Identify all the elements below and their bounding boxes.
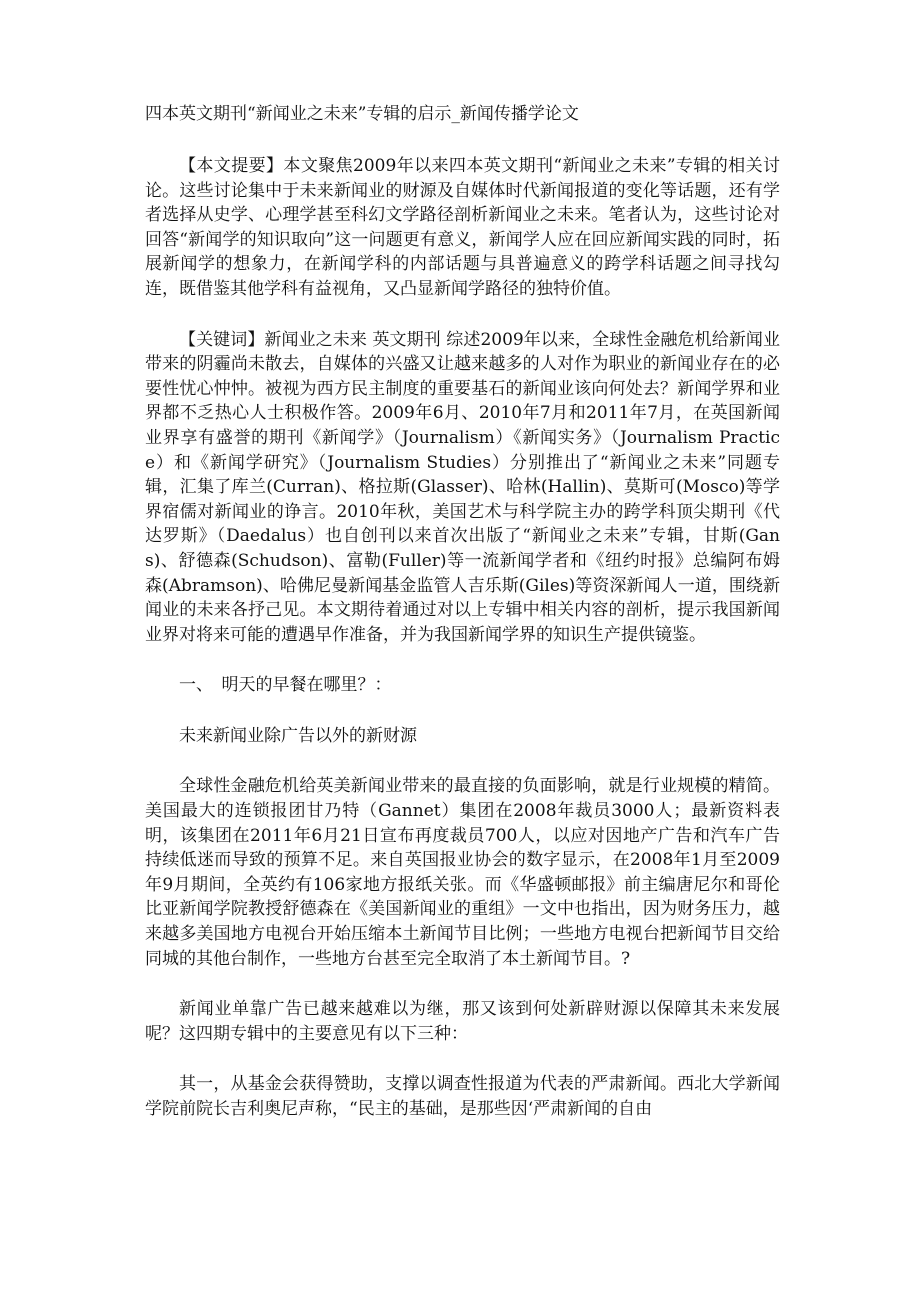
- document-page: [145, 100, 780, 1148]
- keywords-paragraph: 【关键词】新闻业之未来 英文期刊 综述2009年以来，全球性金融危机给新闻业带来的阴霾尚未散去，自媒体的兴盛又让越来越多的人对作为职业的新闻业存在的必要性忧心忡忡。被视为西方民主制度的重要基石的新闻业该向何处去？新闻学界和业界都不乏热心人士积极作答。2009年6月、2010年7月和2011年7月，在英国新闻业界享有盛誉的期刊《新闻学》（Journalism）《新闻实务》（Journalism Practice）和《新闻学研究》（Journalism Studies）分别推出了“新闻业之未来”同题专辑，汇集了库兰(Curran)、格拉斯(Glasser)、哈林(Hallin)、莫斯可(Mosco)等学界宿儒对新闻业的诤言。2010年秋，美国艺术与科学院主办的跨学科顶尖期刊《代达罗斯》（Daedalus）也自创刊以来首次出版了“新闻业之未来”专辑，甘斯(Gans)、舒德森(Schudson)、富勒(Fuller)等一流新闻学者和《纽约时报》总编阿布姆森(Abramson)、哈佛尼曼新闻基金监管人吉乐斯(Giles)等资深新闻人一道，围绕新闻业的未来各抒己见。本文期待着通过对以上专辑中相关内容的剖析，提示我国新闻业界对将来可能的遭遇早作准备，并为我国新闻学界的知识生产提供镜鉴。: [145, 329, 780, 645]
- section-heading: 一、 明天的早餐在哪里？：: [179, 675, 392, 696]
- abstract-paragraph: 【本文提要】本文聚焦2009年以来四本英文期刊“新闻业之未来”专辑的相关讨论。这些讨论集中于未来新闻业的财源及自媒体时代新闻报道的变化等话题，还有学者选择从史学、心理学甚至科幻文学路径剖析新闻业之未来。笔者认为，这些讨论对回答“新闻学的知识取向”这一问题更有意义，新闻学人应在回应新闻实践的同时，拓展新闻学的想象力，在新闻学科的内部话题与具普遍意义的跨学科话题之间寻找勾连，既借鉴其他学科有益视角，又凸显新闻学路径的独特价值。: [145, 156, 780, 299]
- document-title: 四本英文期刊“新闻业之未来”专辑的启示_新闻传播学论文: [145, 104, 579, 124]
- section-subheading: 未来新闻业除广告以外的新财源: [179, 725, 417, 746]
- body-paragraph: 全球性金融危机给英美新闻业带来的最直接的负面影响，就是行业规模的精简。美国最大的连锁报团甘乃特（Gannet）集团在2008年裁员3000人；最新资料表明，该集团在2011年6月21日宣布再度裁员700人，以应对因地产广告和汽车广告持续低迷而导致的预算不足。来自英国报业协会的数字显示，在2008年1月至2009年9月期间，全英约有106家地方报纸关张。而《华盛顿邮报》前主编唐尼尔和哥伦比亚新闻学院教授舒德森在《美国新闻业的重组》一文中也指出，因为财务压力，越来越多美国地方电视台开始压缩本土新闻节目比例；一些地方电视台把新闻节目交给同城的其他台制作，一些地方台甚至完全取消了本土新闻节目。?: [145, 776, 780, 969]
- body-paragraph: 其一，从基金会获得赞助，支撑以调查性报道为代表的严肃新闻。西北大学新闻学院前院长吉利奥尼声称，“民主的基础，是那些因‘严肃新闻的自由: [145, 1074, 780, 1119]
- body-paragraph: 新闻业单靠广告已越来越难以为继，那又该到何处新辟财源以保障其未来发展呢？这四期专辑中的主要意见有以下三种：: [145, 999, 780, 1044]
